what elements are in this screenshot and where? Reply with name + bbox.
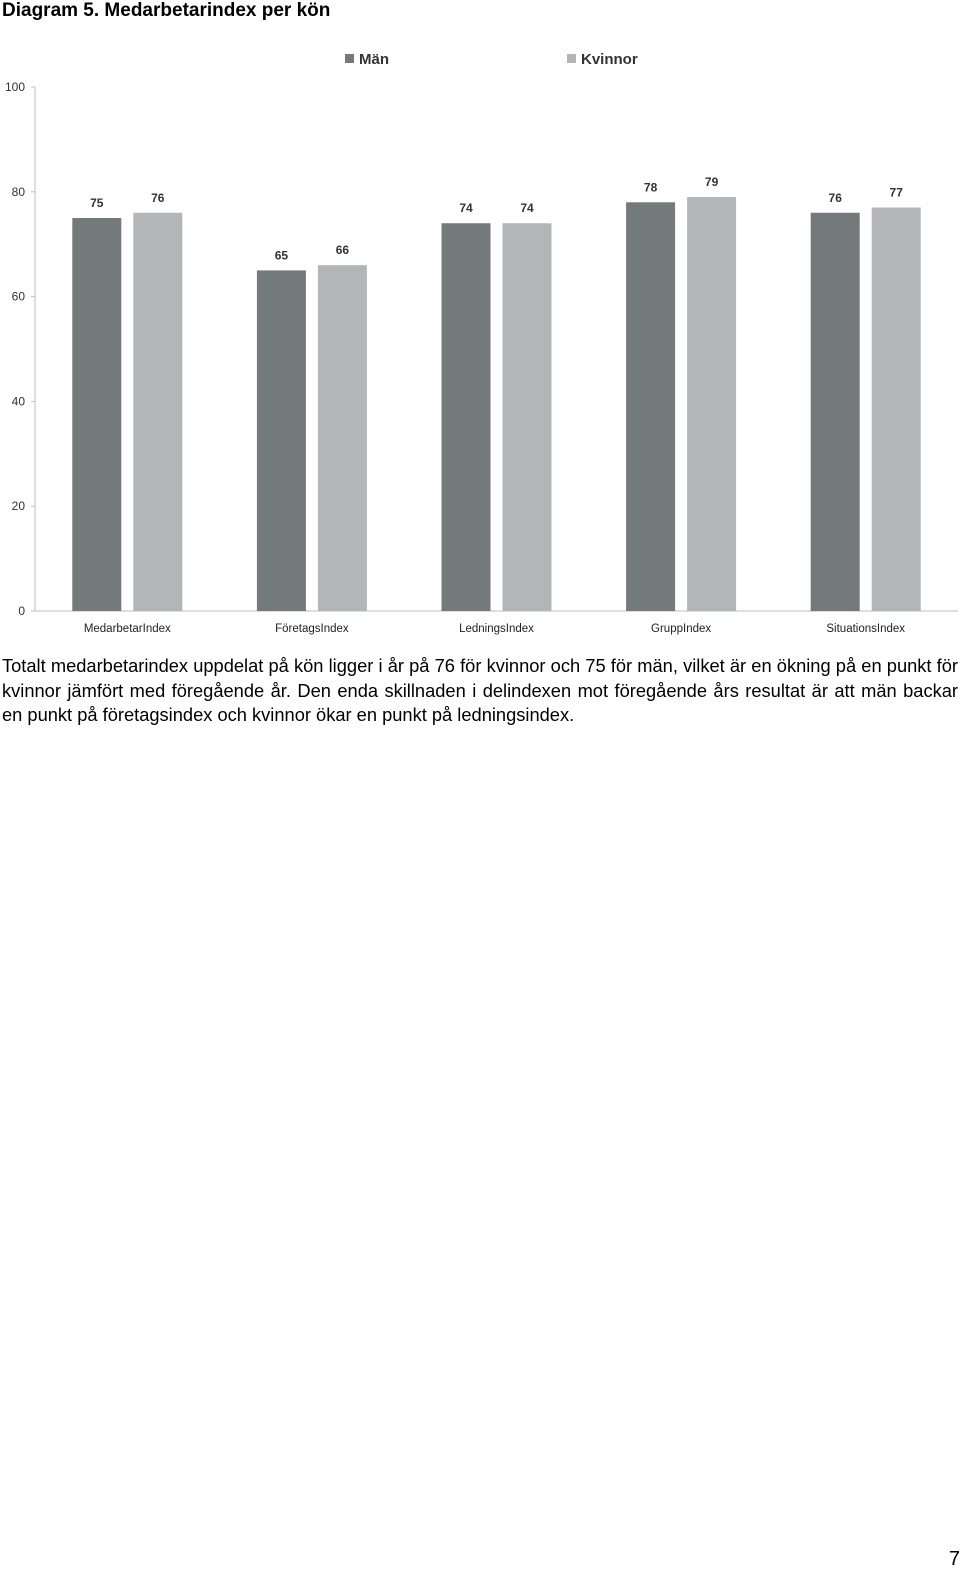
x-tick-label: FöretagsIndex (275, 623, 349, 635)
bar (318, 265, 367, 611)
x-tick-label: SituationsIndex (826, 623, 906, 635)
y-tick-label: 100 (4, 80, 25, 94)
bar-value-label: 66 (335, 243, 350, 258)
bar-value-label: 76 (828, 190, 842, 205)
bar (811, 213, 860, 611)
bar (872, 208, 921, 611)
body-paragraph: Totalt medarbetarindex uppdelat på kön ligger i år på 76 för kvinnor och 75 för män, vilket är en ökning på en punkt för kvinnor jämfört med föregående år. Den enda skillnaden i delindexen mot föregående års resultat är att män backar en punkt på företagsindex och kvinnor ökar en punkt på ledningsindex. (2, 655, 958, 725)
y-tick-label: 80 (11, 184, 25, 199)
bar-value-label: 77 (889, 185, 903, 200)
bar-series (72, 175, 920, 611)
legend-swatch-1 (345, 54, 354, 63)
bar (503, 223, 552, 611)
bar (72, 218, 121, 611)
bar (133, 213, 182, 611)
bar (687, 197, 736, 611)
bar-chart (0, 36, 960, 646)
bar-value-label: 75 (90, 196, 104, 210)
y-tick-label: 40 (11, 394, 25, 409)
y-tick-label: 60 (11, 289, 25, 304)
x-tick-label: GruppIndex (651, 623, 712, 635)
diagram-title: Diagram 5. Medarbetarindex per kön (2, 0, 331, 21)
bar-value-label: 65 (274, 248, 289, 263)
x-tick-label: MedarbetarIndex (83, 623, 171, 635)
bar-value-label: 79 (704, 175, 719, 190)
legend-label-1: Män (359, 51, 389, 68)
bar (257, 270, 306, 611)
x-axis-labels (84, 623, 905, 635)
bar-value-label: 78 (643, 180, 658, 195)
bar-value-label: 74 (459, 201, 473, 216)
bar (626, 202, 675, 611)
y-tick-label: 20 (11, 499, 25, 514)
y-tick-label: 0 (18, 604, 25, 618)
bar (442, 223, 491, 611)
bar-value-label: 76 (151, 190, 165, 205)
legend-label-2: Kvinnor (581, 51, 638, 68)
x-tick-label: LedningsIndex (459, 623, 534, 635)
bar-value-label: 74 (520, 201, 534, 216)
chart-legend (345, 51, 638, 68)
legend-swatch-2 (567, 54, 576, 63)
page-number: 7 (948, 1548, 960, 1570)
